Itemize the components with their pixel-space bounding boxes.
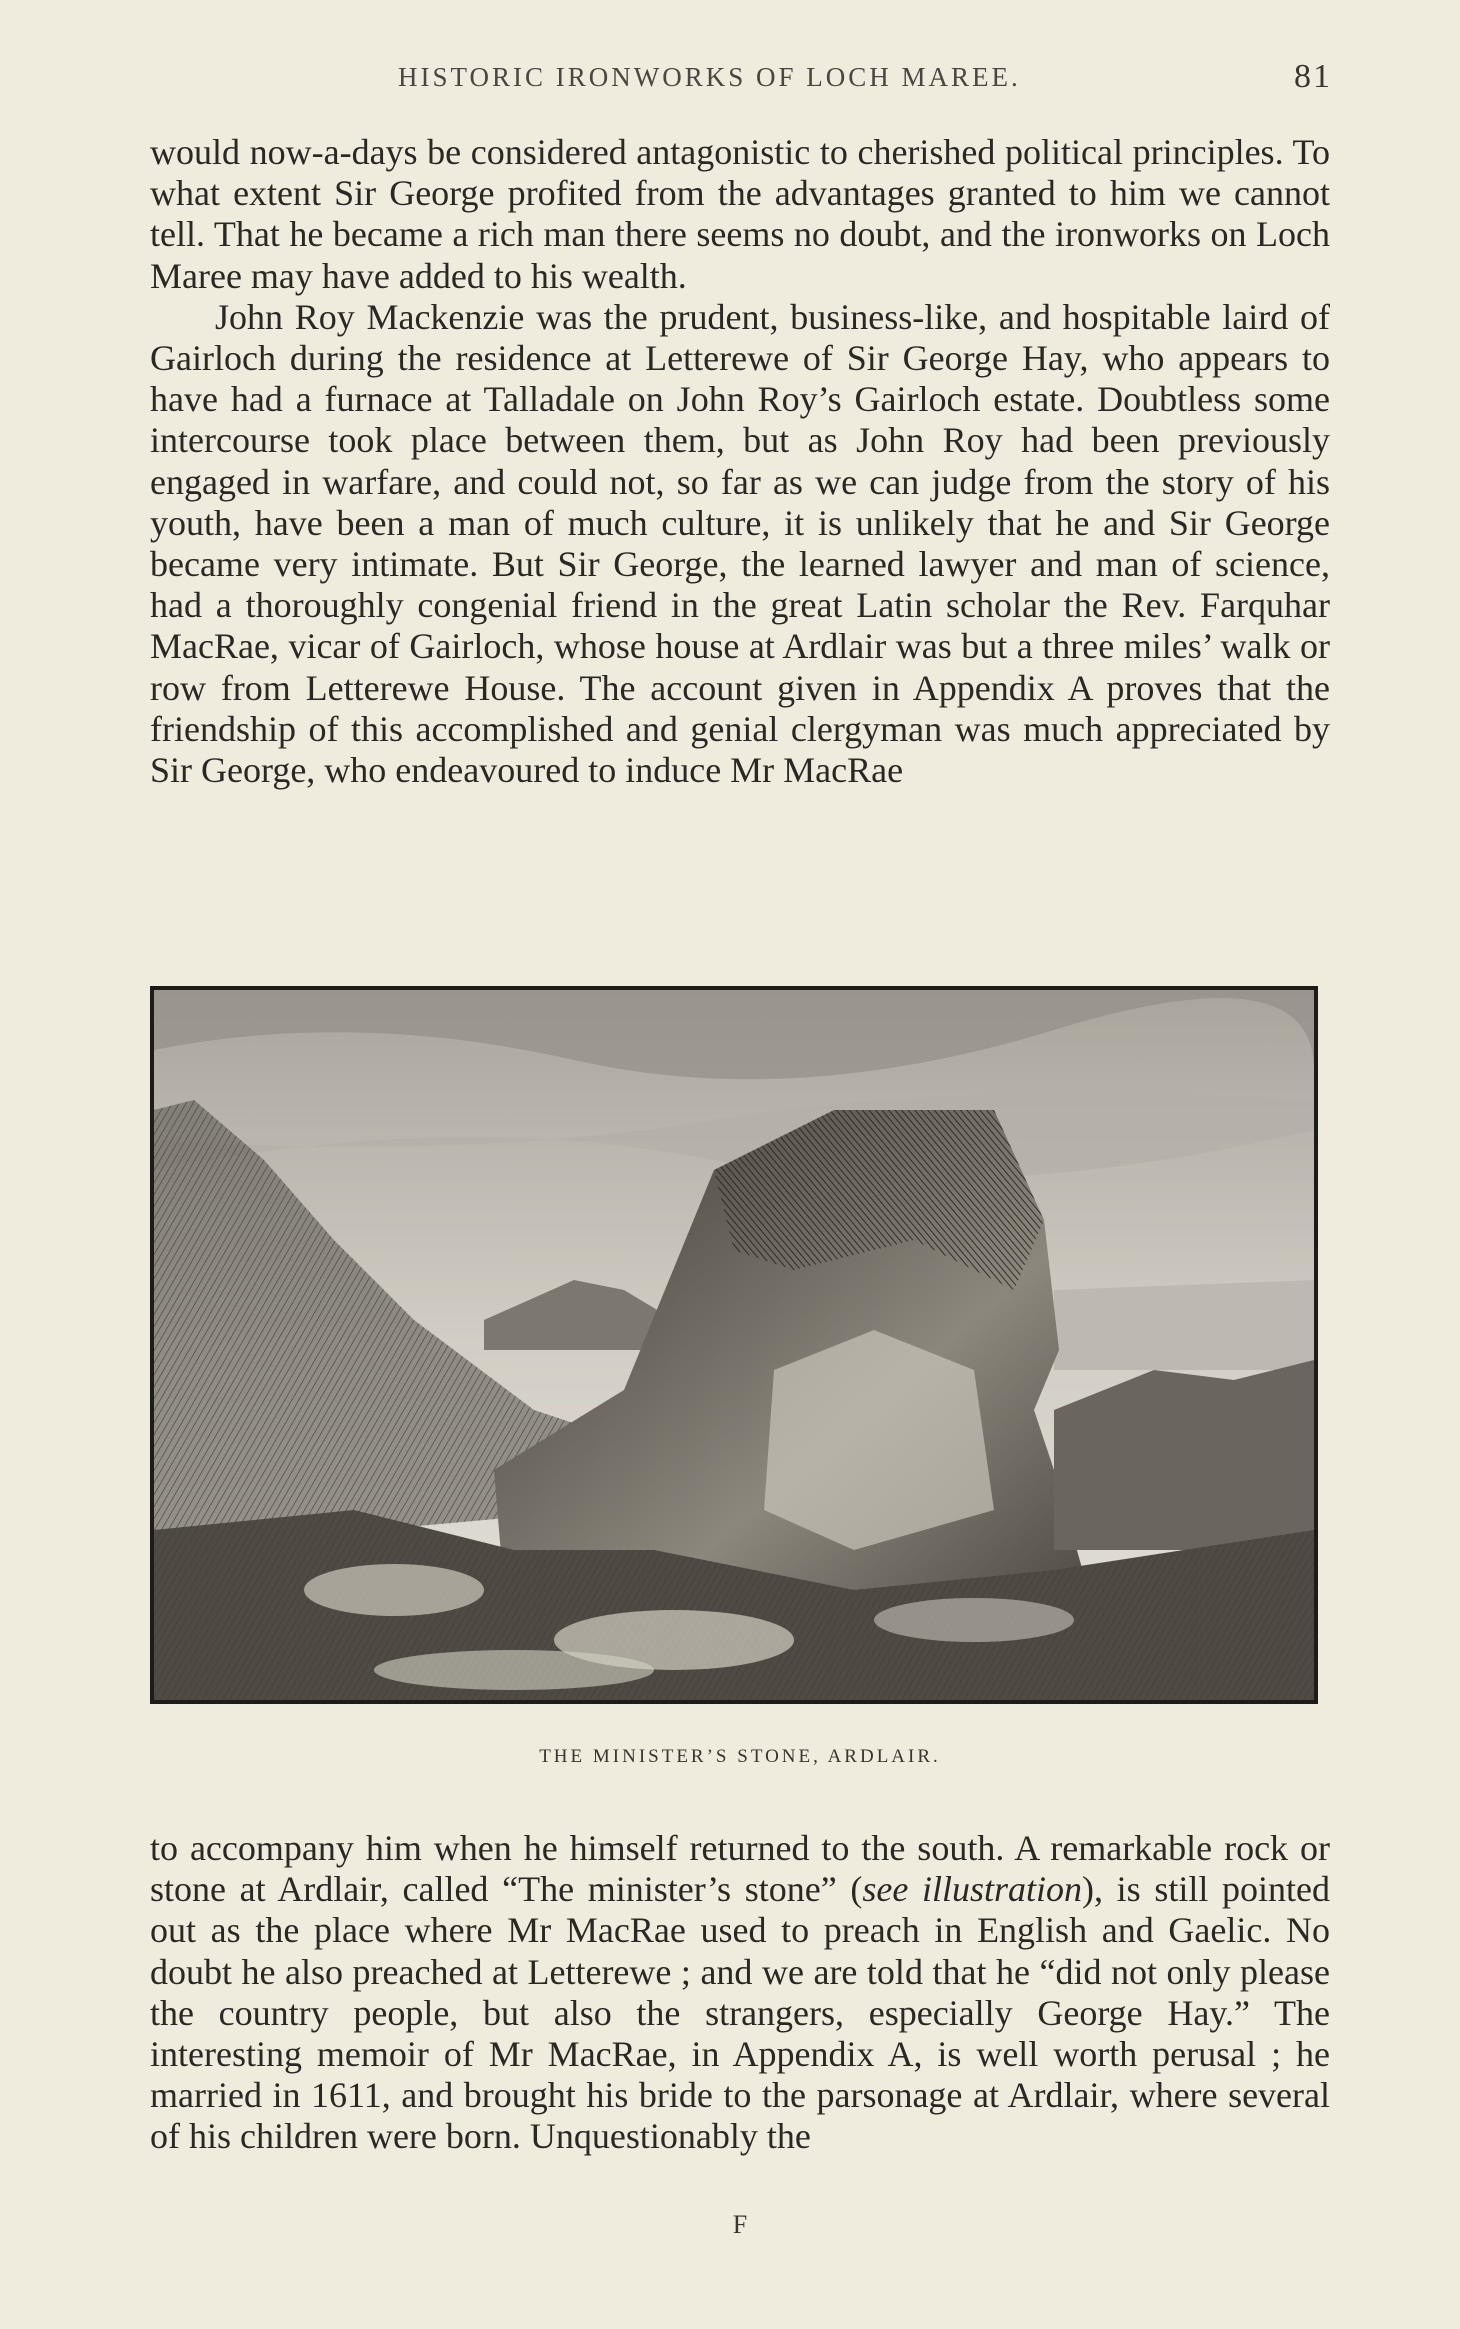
signature-mark: F bbox=[732, 2210, 748, 2239]
illustration-ministers-stone bbox=[150, 986, 1318, 1704]
distant-water bbox=[1054, 1280, 1314, 1370]
paragraph-1: would now-a-days be considered antagonistic to cherished political principles. To what extent Sir George profited from the advantages granted to him we cannot tell. That he became a rich man there seems no doubt, and the ironworks on Loch Maree may have added to his wealth. bbox=[150, 132, 1330, 296]
paragraph-3 bbox=[150, 1828, 1330, 2158]
paragraph-3-start: to accompany him when he himself returned to the south. A remarkable rock or stone at Ardlair, called “The minister’s stone” ( bbox=[150, 1828, 1330, 1910]
figure-caption: THE MINISTER’S STONE, ARDLAIR. bbox=[539, 1746, 941, 1767]
running-head-title: HISTORIC IRONWORKS OF LOCH MAREE. bbox=[398, 62, 1021, 92]
paragraph-3-italic: see illustration bbox=[862, 1869, 1083, 1910]
body-text-top bbox=[150, 132, 1330, 791]
engraving-image bbox=[154, 990, 1314, 1700]
running-head bbox=[150, 58, 1332, 102]
page-number: 81 bbox=[1294, 58, 1332, 95]
paragraph-2: John Roy Mackenzie was the prudent, business-like, and hospitable laird of Gairloch during the residence at Letterewe of Sir George Hay, who appears to have had a furnace at Talladale on John Roy’s Gairloch estate. Doubtless some intercourse took place between them, but as John Roy had been previously engaged in warfare, and could not, so far as we can judge from the story of his youth, have been a man of much culture, it is unlikely that he and Sir George became very intimate. But Sir George, the learned lawyer and man of science, had a thoroughly congenial friend in the great Latin scholar the Rev. Farquhar MacRae, vicar of Gairloch, whose house at Ardlair was but a three miles’ walk or row from Letterewe House. The account given in Appendix A proves that the friendship of this accomplished and genial clergyman was much appreciated by Sir George, who endeavoured to induce Mr MacRae bbox=[150, 296, 1330, 791]
body-text-bottom bbox=[150, 1828, 1330, 2158]
paragraph-3-end: ), is still pointed out as the place where Mr MacRae used to preach in English and Gaelic. No doubt he also preached at Letterewe ; and we are told that he “did not only please the country people, but also the strangers, especially George Hay.” The interesting memoir of Mr MacRae, in Appendix A, is well worth perusal ; he married in 1611, and brought his bride to the parsonage at Ardlair, where several of his children were born. Unquestionably the bbox=[150, 1869, 1331, 2157]
